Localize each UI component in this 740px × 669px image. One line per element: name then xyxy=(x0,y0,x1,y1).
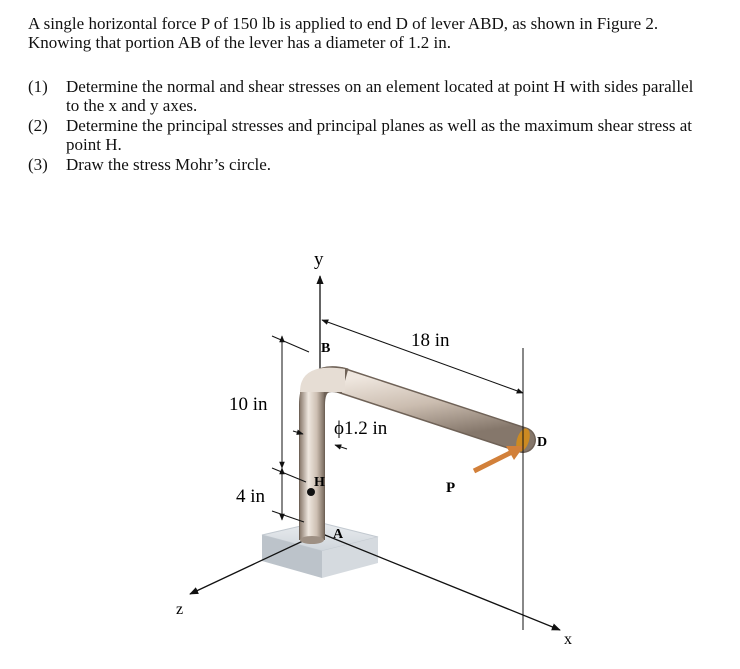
task-text-line: Draw the stress Mohr’s circle. xyxy=(66,155,272,174)
ext-line-top xyxy=(272,336,309,352)
diameter-label: ϕ1.2 in xyxy=(334,418,388,439)
intro-line-1: A single horizontal force P of 150 lb is applied to end D of lever ABD, as shown in Figure 2. xyxy=(28,14,659,33)
point-a-label: A xyxy=(333,527,344,542)
task-text-line: point H. xyxy=(66,135,122,154)
point-d-label: D xyxy=(537,435,548,450)
intro-line-2: Knowing that portion AB of the lever has a diameter of 1.2 in. xyxy=(28,33,452,52)
dia-arrow-right xyxy=(335,445,347,449)
dim-18-label: 18 in xyxy=(411,330,450,351)
point-h-label: H xyxy=(314,475,325,490)
task-number: (2) xyxy=(28,116,48,135)
x-axis-line xyxy=(320,533,560,630)
dim-10-label: 10 in xyxy=(229,394,268,415)
task-text-line: to the x and y axes. xyxy=(66,96,198,115)
axis-y-label: y xyxy=(314,249,324,270)
lever-rod xyxy=(300,368,532,544)
point-b-label: B xyxy=(321,341,331,356)
dim-4-label: 4 in xyxy=(236,486,266,507)
task-number: (1) xyxy=(28,77,48,96)
axis-z-label: z xyxy=(176,601,184,618)
task-text-line: Determine the normal and shear stresses on an element located at point H with sides parallel xyxy=(66,77,694,96)
task-text-line: Determine the principal stresses and principal planes as well as the maximum shear stress at xyxy=(66,116,692,135)
task-number: (3) xyxy=(28,155,48,174)
force-p-arrow xyxy=(474,446,524,471)
force-p-label: P xyxy=(446,480,456,496)
axis-x-label: x xyxy=(564,631,572,648)
